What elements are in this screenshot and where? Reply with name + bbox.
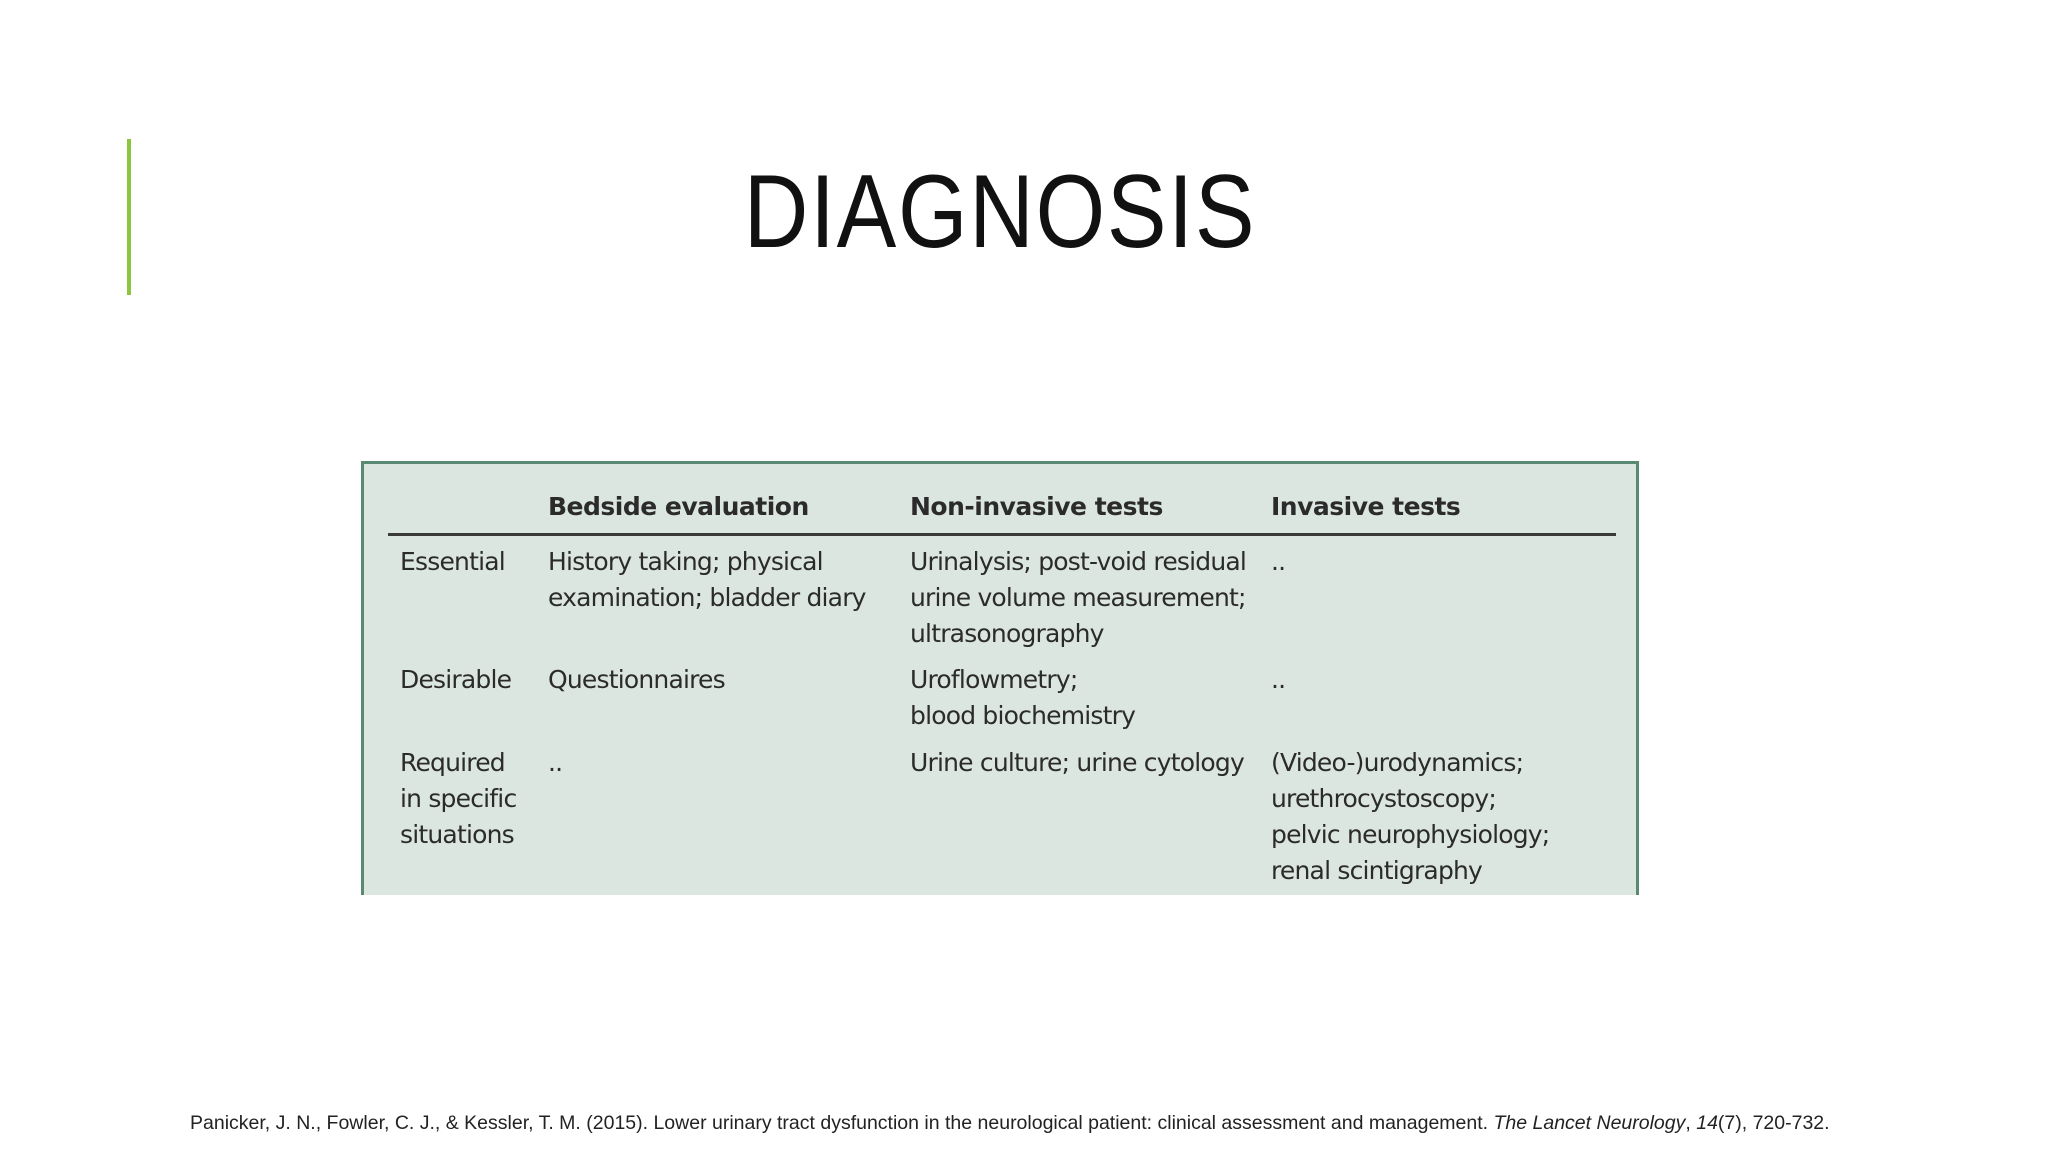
cell-desirable-invasive: ..	[1271, 665, 1286, 694]
citation	[190, 1112, 2010, 1135]
cell-desirable-bedside: Questionnaires	[548, 665, 725, 694]
citation-text: Panicker, J. N., Fowler, C. J., & Kessler, T. M. (2015). Lower urinary tract dysfunction in the neurological patient: clinical assessment and management.	[190, 1112, 1494, 1134]
citation-separator: ,	[1685, 1112, 1697, 1134]
column-header-noninvasive: Non-invasive tests	[910, 492, 1163, 521]
cell-essential-noninvasive: Urinalysis; post-void residual urine volume measurement; ultrasonography	[910, 547, 1247, 648]
citation-journal: The Lancet Neurology	[1493, 1112, 1686, 1134]
column-header-invasive: Invasive tests	[1271, 492, 1461, 521]
cell-required-noninvasive: Urine culture; urine cytology	[910, 748, 1244, 777]
column-header-bedside: Bedside evaluation	[548, 492, 809, 521]
header-rule	[388, 533, 1616, 536]
row-label-desirable: Desirable	[400, 665, 512, 694]
row-label-essential: Essential	[400, 547, 505, 576]
cell-essential-invasive: ..	[1271, 547, 1286, 576]
citation-volume: 14	[1696, 1112, 1718, 1134]
diagnosis-table	[361, 461, 1639, 895]
citation-issue-pages: (7), 720-732.	[1717, 1112, 1830, 1134]
cell-required-bedside: ..	[548, 748, 563, 777]
accent-bar	[127, 139, 131, 295]
cell-desirable-noninvasive: Uroflowmetry; blood biochemistry	[910, 665, 1136, 730]
slide-title: DIAGNOSIS	[743, 154, 1257, 270]
cell-essential-bedside: History taking; physical examination; bladder diary	[548, 547, 866, 612]
cell-required-invasive: (Video-)urodynamics; urethrocystoscopy; pelvic neurophysiology; renal scintigraphy	[1271, 748, 1550, 885]
row-label-required: Required in specific situations	[400, 748, 517, 849]
